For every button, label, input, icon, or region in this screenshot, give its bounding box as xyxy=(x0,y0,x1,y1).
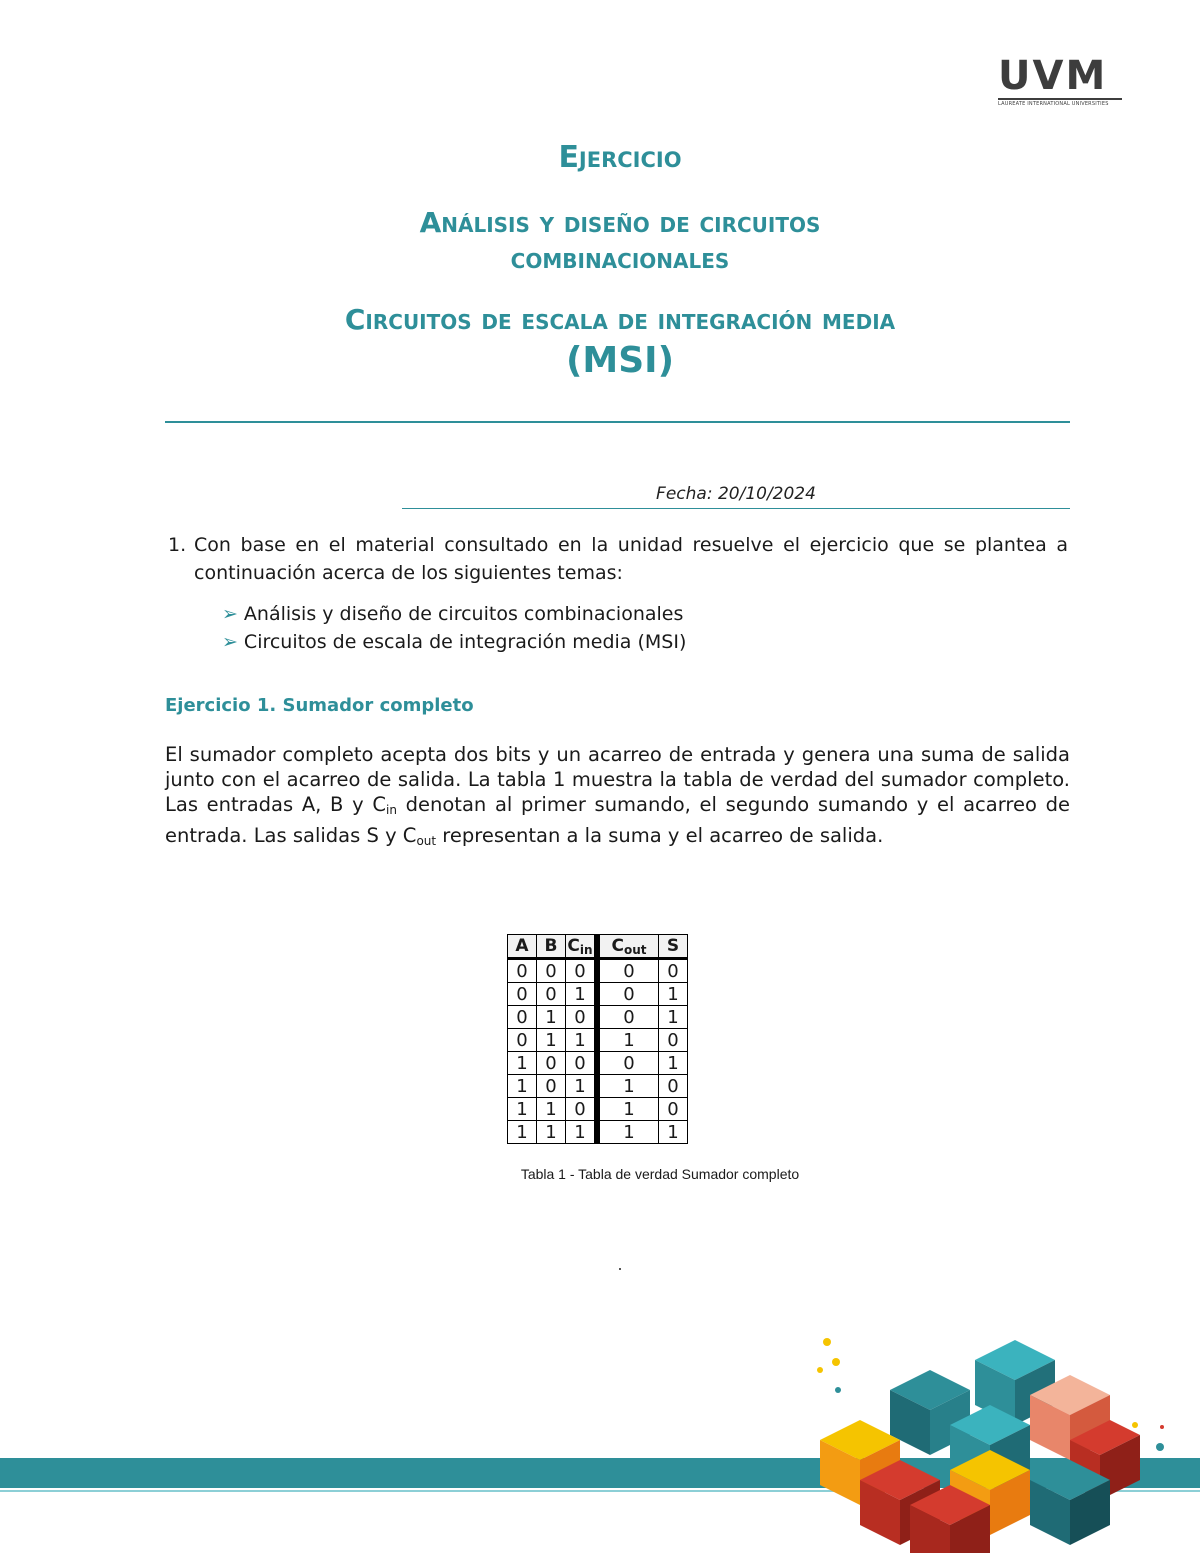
cell: 0 xyxy=(566,1052,598,1075)
truth-table xyxy=(507,934,688,1144)
cell: 1 xyxy=(597,1121,659,1144)
cell: 1 xyxy=(508,1075,537,1098)
cell: 1 xyxy=(508,1121,537,1144)
table-row xyxy=(508,1006,688,1029)
stray-dot xyxy=(619,1268,621,1270)
cell: 1 xyxy=(566,1121,598,1144)
header-cout-c: C xyxy=(611,935,624,956)
arrow-bullet-icon: ➢ xyxy=(222,603,238,625)
header-cout xyxy=(597,935,659,959)
cell: 0 xyxy=(659,1075,688,1098)
cell: 1 xyxy=(537,1006,566,1029)
date-underline xyxy=(402,508,1070,509)
header-s: S xyxy=(659,935,688,959)
cell: 0 xyxy=(537,1075,566,1098)
cell: 1 xyxy=(508,1098,537,1121)
cell: 0 xyxy=(508,959,537,983)
header-b: B xyxy=(537,935,566,959)
paragraph-part-2: denotan al primer sumando, el segundo sumando y el acarreo de entrada. Las salidas S y C xyxy=(165,793,1070,847)
list-item xyxy=(222,600,686,628)
header-cout-sub: out xyxy=(623,942,647,957)
cell: 0 xyxy=(566,1098,598,1121)
subtitle-analysis-line2: combinacionales xyxy=(510,242,730,275)
cell: 0 xyxy=(508,983,537,1006)
document-title: Ejercicio xyxy=(558,140,682,175)
cell: 1 xyxy=(566,1075,598,1098)
table-row xyxy=(508,1052,688,1075)
cell: 1 xyxy=(537,1121,566,1144)
cell: 1 xyxy=(659,1121,688,1144)
section-heading: Ejercicio 1. Sumador completo xyxy=(165,695,474,716)
topic-list xyxy=(222,600,686,656)
list-item-text: Análisis y diseño de circuitos combinacionales xyxy=(243,603,684,625)
paragraph-part-3: representan a la suma y el acarreo de salida. xyxy=(436,824,884,847)
header-cin-c: C xyxy=(567,935,580,956)
table-row xyxy=(508,1075,688,1098)
cell: 1 xyxy=(659,1006,688,1029)
list-item-text: Circuitos de escala de integración media (MSI) xyxy=(243,631,687,653)
cell: 1 xyxy=(597,1098,659,1121)
cell: 0 xyxy=(659,1029,688,1052)
subtitle-analysis-line1: Análisis y diseño de circuitos xyxy=(419,206,821,239)
subtitle-analysis xyxy=(160,205,1080,277)
header-cin-sub: in xyxy=(579,942,593,957)
cell: 0 xyxy=(566,959,598,983)
header-a: A xyxy=(508,935,537,959)
cell: 1 xyxy=(566,1029,598,1052)
cell: 1 xyxy=(597,1075,659,1098)
table-header-row xyxy=(508,935,688,959)
uvm-logo xyxy=(998,53,1122,107)
cell: 0 xyxy=(659,959,688,983)
logo-text: UVM xyxy=(998,53,1108,99)
cell: 0 xyxy=(597,983,659,1006)
paragraph-part-1: El sumador completo acepta dos bits y un acarreo de entrada y genera una suma de salida junto con el acarreo de salida. La tabla 1 muestra la tabla de verdad del sumador completo. Las entradas A, B y C xyxy=(165,743,1070,816)
date-field: Fecha: 20/10/2024 xyxy=(656,484,816,504)
cell: 1 xyxy=(566,983,598,1006)
cell: 0 xyxy=(597,1052,659,1075)
cell: 1 xyxy=(659,1052,688,1075)
section-paragraph xyxy=(165,742,1070,854)
cell: 0 xyxy=(597,1006,659,1029)
question-text: Con base en el material consultado en la unidad resuelve el ejercicio que se plantea a continuación acerca de los siguientes temas: xyxy=(194,534,1068,584)
decorative-cubes-graphic xyxy=(800,1330,1200,1553)
cell: 1 xyxy=(537,1029,566,1052)
cout-subscript: out xyxy=(416,834,437,848)
cell: 0 xyxy=(566,1006,598,1029)
cell: 1 xyxy=(508,1052,537,1075)
cell: 0 xyxy=(537,983,566,1006)
cell: 0 xyxy=(508,1029,537,1052)
subtitle-msi-line2: (MSI) xyxy=(565,340,675,381)
table-row xyxy=(508,1121,688,1144)
table-row xyxy=(508,959,688,983)
question-1 xyxy=(168,531,1068,587)
cell: 1 xyxy=(659,983,688,1006)
table-row xyxy=(508,983,688,1006)
subtitle-msi: Circuitos de escala de integración media xyxy=(344,303,896,336)
table-caption: Tabla 1 - Tabla de verdad Sumador completo xyxy=(520,1166,800,1182)
header-cin xyxy=(566,935,598,959)
cell: 0 xyxy=(659,1098,688,1121)
cell: 1 xyxy=(537,1098,566,1121)
list-item xyxy=(222,628,686,656)
arrow-bullet-icon: ➢ xyxy=(222,631,238,653)
logo-subtitle: LAUREATE INTERNATIONAL UNIVERSITIES xyxy=(998,98,1122,107)
title-divider xyxy=(165,421,1070,423)
table-row xyxy=(508,1098,688,1121)
cell: 0 xyxy=(537,959,566,983)
cell: 0 xyxy=(537,1052,566,1075)
cell: 1 xyxy=(597,1029,659,1052)
question-number: 1. xyxy=(168,534,187,556)
table-row xyxy=(508,1029,688,1052)
cell: 0 xyxy=(508,1006,537,1029)
cell: 0 xyxy=(597,959,659,983)
cin-subscript: in xyxy=(385,803,397,817)
